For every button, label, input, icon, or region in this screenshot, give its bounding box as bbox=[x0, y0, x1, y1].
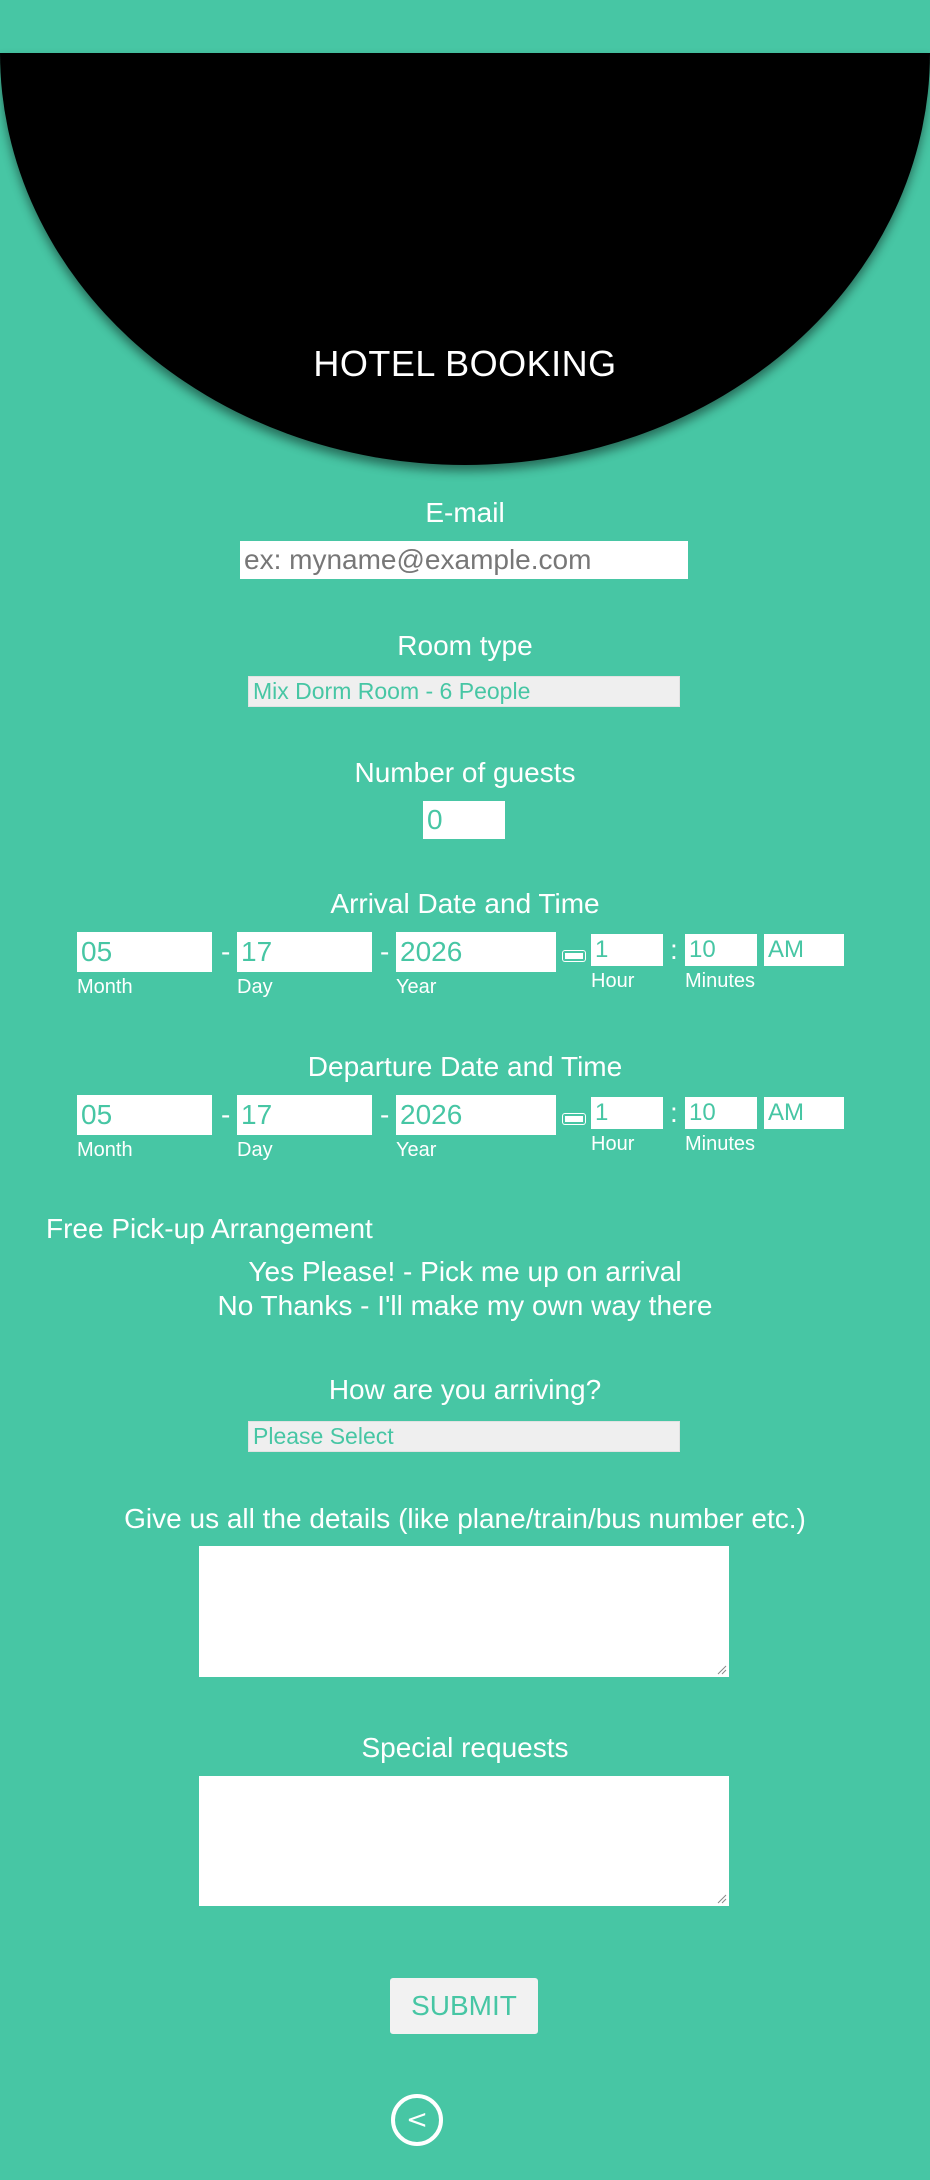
departure-year-input[interactable]: 2026 bbox=[396, 1095, 556, 1135]
arrival-hour-input[interactable]: 1 bbox=[591, 934, 663, 966]
resize-grip-icon[interactable] bbox=[717, 1894, 727, 1904]
date-time-divider bbox=[563, 1114, 585, 1124]
minutes-sublabel: Minutes bbox=[685, 1133, 756, 1155]
special-requests-textarea[interactable] bbox=[199, 1776, 729, 1906]
minutes-sublabel: Minutes bbox=[685, 970, 756, 992]
back-button[interactable] bbox=[391, 2094, 443, 2146]
arrival-year-input[interactable]: 2026 bbox=[396, 932, 556, 972]
details-textarea[interactable] bbox=[199, 1546, 729, 1677]
departure-ampm-select[interactable]: AM bbox=[764, 1097, 844, 1129]
room-type-label: Room type bbox=[397, 630, 533, 661]
date-separator: - bbox=[380, 936, 390, 967]
details-label: Give us all the details (like plane/train/bus number etc.) bbox=[124, 1503, 806, 1534]
arrival-minutes-input[interactable]: 10 bbox=[685, 934, 757, 966]
date-separator: - bbox=[221, 936, 231, 967]
arriving-label: How are you arriving? bbox=[328, 1374, 602, 1405]
arrival-label: Arrival Date and Time bbox=[330, 888, 600, 919]
page-title: HOTEL BOOKING bbox=[313, 343, 617, 384]
date-separator: - bbox=[221, 1099, 231, 1130]
time-separator: : bbox=[670, 934, 678, 965]
guests-input[interactable]: 0 bbox=[423, 801, 505, 839]
back-chevron-icon: < bbox=[406, 2105, 428, 2135]
hour-sublabel: Hour bbox=[591, 970, 635, 992]
email-label: E-mail bbox=[425, 497, 505, 528]
arrival-day-input[interactable]: 17 bbox=[237, 932, 372, 972]
date-separator: - bbox=[380, 1099, 390, 1130]
hour-sublabel: Hour bbox=[591, 1133, 635, 1155]
guests-label: Number of guests bbox=[354, 757, 576, 788]
departure-minutes-input[interactable]: 10 bbox=[685, 1097, 757, 1129]
departure-day-input[interactable]: 17 bbox=[237, 1095, 372, 1135]
departure-month-input[interactable]: 05 bbox=[77, 1095, 212, 1135]
pickup-option-no[interactable]: No Thanks - I'll make my own way there bbox=[217, 1290, 713, 1321]
resize-grip-icon[interactable] bbox=[717, 1665, 727, 1675]
month-sublabel: Month bbox=[77, 1139, 133, 1161]
pickup-option-yes[interactable]: Yes Please! - Pick me up on arrival bbox=[248, 1256, 682, 1287]
room-type-select[interactable]: Mix Dorm Room - 6 People bbox=[248, 676, 680, 707]
time-separator: : bbox=[670, 1097, 678, 1128]
departure-hour-input[interactable]: 1 bbox=[591, 1097, 663, 1129]
submit-button[interactable]: SUBMIT bbox=[390, 1978, 538, 2034]
pickup-label: Free Pick-up Arrangement bbox=[46, 1213, 373, 1244]
day-sublabel: Day bbox=[237, 976, 273, 998]
arrival-ampm-select[interactable]: AM bbox=[764, 934, 844, 966]
month-sublabel: Month bbox=[77, 976, 133, 998]
header-half-circle bbox=[0, 53, 930, 465]
arriving-select[interactable]: Please Select bbox=[248, 1421, 680, 1452]
special-label: Special requests bbox=[361, 1732, 569, 1763]
date-time-divider bbox=[563, 951, 585, 961]
year-sublabel: Year bbox=[396, 976, 437, 998]
email-input[interactable]: ex: myname@example.com bbox=[240, 541, 688, 579]
departure-label: Departure Date and Time bbox=[307, 1051, 623, 1082]
arrival-month-input[interactable]: 05 bbox=[77, 932, 212, 972]
day-sublabel: Day bbox=[237, 1139, 273, 1161]
year-sublabel: Year bbox=[396, 1139, 437, 1161]
